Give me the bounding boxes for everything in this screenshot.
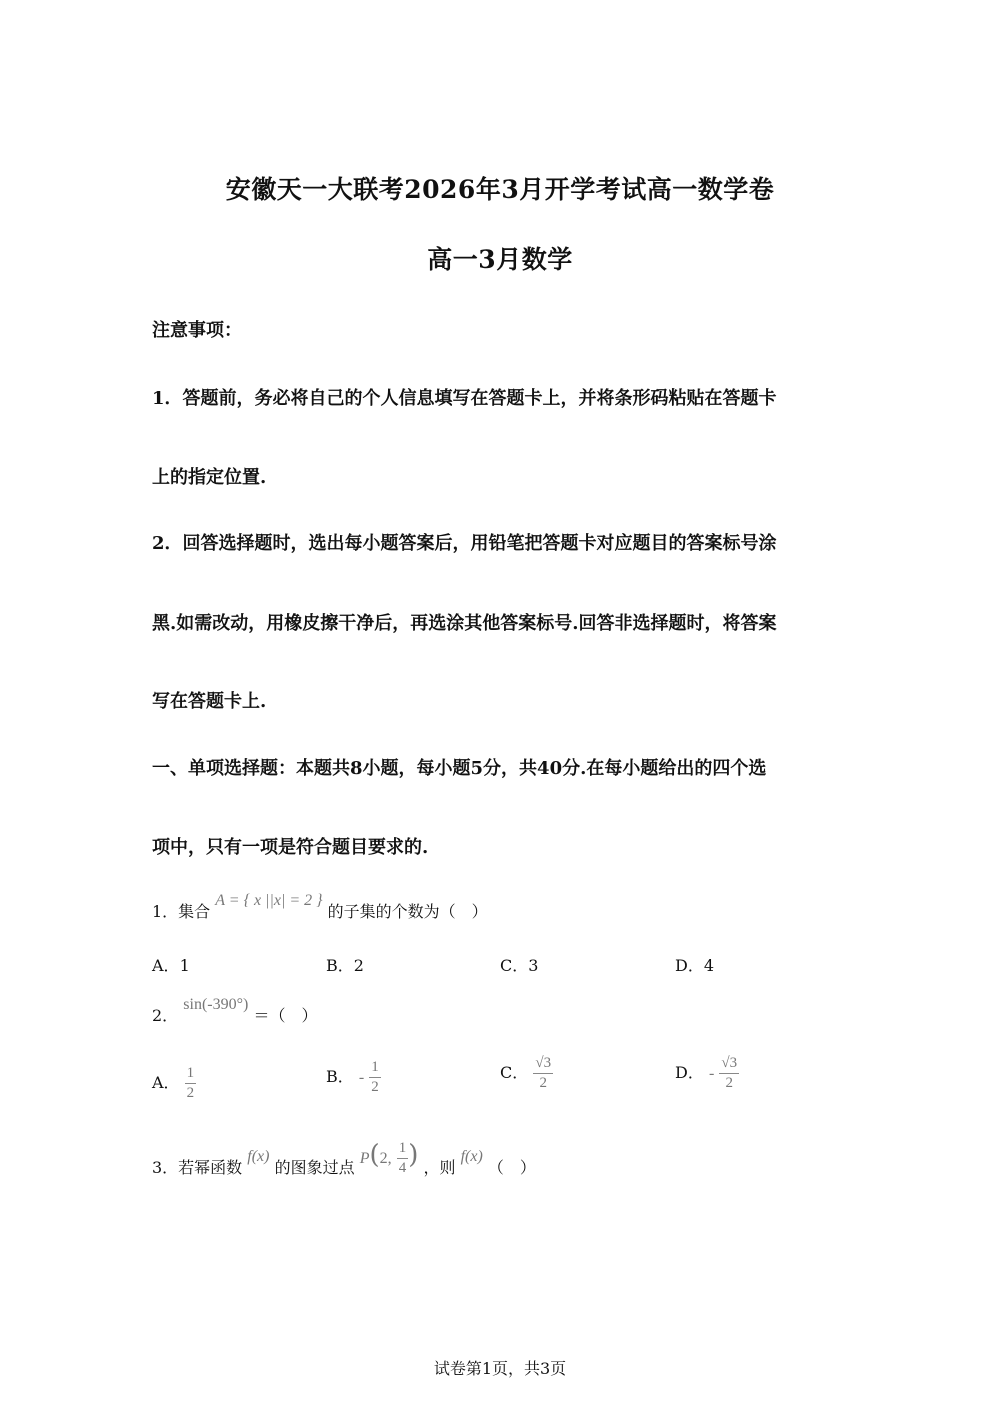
- notice-item-1-line-2: 上的指定位置.: [152, 467, 267, 488]
- notice-heading: 注意事项：: [152, 320, 242, 341]
- question-3-mid: 的图象过点: [274, 1158, 355, 1177]
- question-1-option-a: A．1: [152, 956, 190, 975]
- question-1-prefix: 1．集合: [152, 902, 211, 921]
- question-1-set-formula: A = { x ||x| = 2 }: [215, 892, 323, 909]
- notice-item-1-line-1: 1．答题前，务必将自己的个人信息填写在答题卡上，并将条形码粘贴在答题卡: [152, 388, 777, 409]
- question-3-function-2: f(x): [460, 1148, 483, 1165]
- question-2-option-b: B． - $\frac{1}{2}$: [326, 1059, 379, 1095]
- question-2-option-a: A． $\frac{1}{2}$: [152, 1065, 195, 1101]
- question-1-suffix: 的子集的个数为（ ）: [327, 902, 488, 921]
- question-1-option-b: B．2: [326, 956, 364, 975]
- question-3-then: ，则: [423, 1158, 456, 1177]
- question-2-sin-formula: sin(-390°): [183, 996, 249, 1013]
- question-2-prefix: 2．: [152, 1006, 179, 1025]
- fraction: $\frac{1}{2}$: [371, 1059, 379, 1095]
- section-1-line-1: 一、单项选择题：本题共8小题，每小题5分，共40分.在每小题给出的四个选: [152, 758, 767, 779]
- exam-subtitle: 高一3月数学: [427, 245, 573, 274]
- question-3: [152, 1140, 536, 1186]
- question-3-function: f(x): [247, 1148, 270, 1165]
- question-2-option-d: D． - $\frac{√3}{2}$: [675, 1055, 738, 1091]
- notice-item-2-line-1: 2．回答选择题时，选出每小题答案后，用铅笔把答题卡对应题目的答案标号涂: [152, 533, 777, 554]
- question-3-suffix: （ ）: [487, 1158, 536, 1177]
- notice-item-2-line-3: 写在答题卡上.: [152, 691, 267, 712]
- question-1: [152, 892, 488, 922]
- question-2: [152, 996, 318, 1026]
- question-2-suffix: ＝（ ）: [253, 1006, 318, 1025]
- fraction: $\frac{√3}{2}$: [721, 1055, 738, 1091]
- question-2-option-c: C． $\frac{√3}{2}$: [500, 1055, 552, 1091]
- exam-title: 安徽天一大联考2026年3月开学考试高一数学卷: [225, 175, 775, 204]
- question-3-point: P(2, $\frac{1}{4}$ ): [359, 1140, 419, 1176]
- fraction: $\frac{1}{4}$: [398, 1140, 407, 1176]
- question-3-prefix: 3．若幂函数: [152, 1158, 243, 1177]
- question-1-option-d: D．4: [675, 956, 715, 975]
- section-1-line-2: 项中，只有一项是符合题目要求的.: [152, 837, 429, 858]
- fraction: $\frac{√3}{2}$: [535, 1055, 552, 1091]
- page-footer: 试卷第1页，共3页: [433, 1359, 567, 1378]
- notice-item-2-line-2: 黑.如需改动，用橡皮擦干净后，再选涂其他答案标号.回答非选择题时，将答案: [152, 613, 777, 634]
- question-1-option-c: C．3: [500, 956, 539, 975]
- fraction: $\frac{1}{2}$: [186, 1065, 195, 1101]
